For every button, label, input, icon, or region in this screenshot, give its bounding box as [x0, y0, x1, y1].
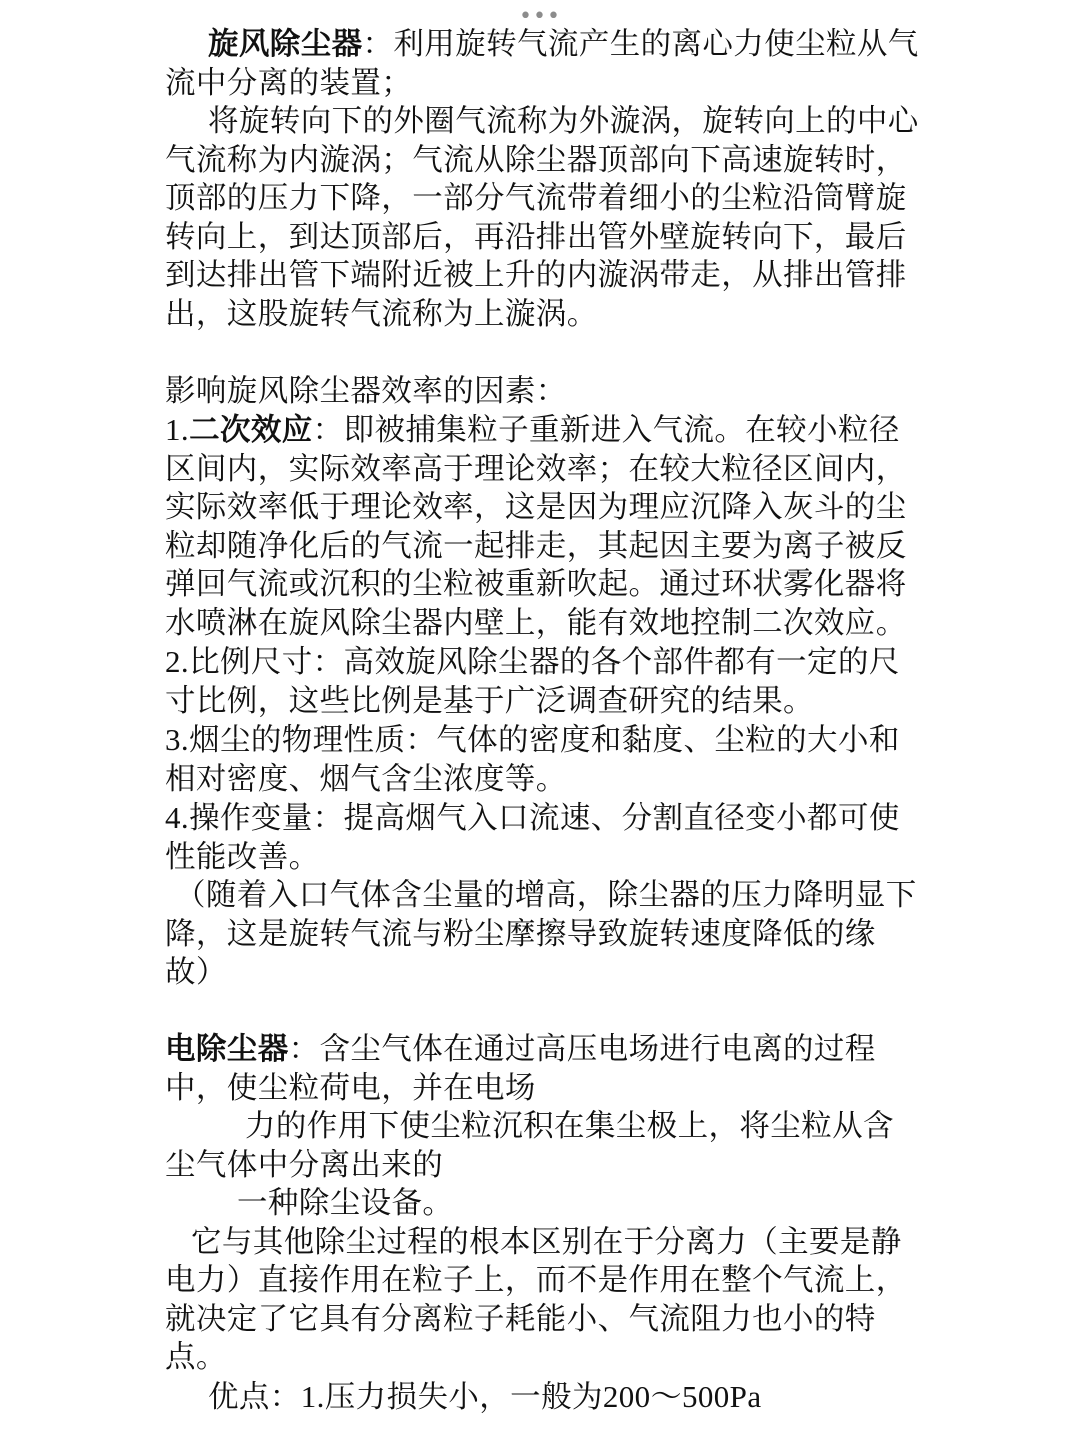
factor-item-4-text: 操作变量：提高烟气入口流速、分割直径变小都可使性能改善。	[165, 801, 900, 875]
cyclone-term: 旋风除尘器	[208, 27, 363, 62]
factor-item-4-number: 4.	[165, 800, 190, 835]
factor-item-1-text: ：即被捕集粒子重新进入气流。在较小粒径区间内，实际效率高于理论效率；在较大粒径区间内，实际效率低于理论效率，这是因为理应沉降入灰斗的尘粒却随净化后的气流一起排走，其起因主要为离子被反弹回气流或沉积的尘粒被重新吹起。通过环状雾化器将水喷淋在旋风除尘器内壁上，能有效地控制二次效应。	[165, 413, 907, 641]
factor-item-1-number: 1.	[165, 412, 190, 447]
esp-advantage-text: 压力损失小，一般为	[324, 1379, 603, 1415]
esp-advantage-number: 1.	[300, 1378, 325, 1414]
more-options-icon[interactable]: •••	[519, 4, 561, 29]
esp-term: 电除尘器	[165, 1032, 289, 1067]
factor-item-2-number: 2.	[165, 644, 190, 679]
factor-item-3-number: 3.	[165, 722, 190, 757]
esp-definition-line-1	[165, 1031, 920, 1108]
factors-note: （随着入口气体含尘量的增高，除尘器的压力降明显下降，这是旋转气流与粉尘摩擦导致旋转速度降低的缘故）	[165, 878, 917, 990]
cyclone-definition-paragraph	[165, 26, 920, 103]
esp-advantage-line	[165, 1378, 920, 1418]
cyclone-definition: ：利用旋转气流产生的离心力使尘粒从气流中分离的装置；	[165, 27, 919, 101]
factors-heading: 影响旋风除尘器效率的因素：	[165, 373, 567, 409]
factor-item-2	[165, 643, 920, 721]
factor-item-4	[165, 799, 920, 877]
cyclone-description: 将旋转向下的外圈气流称为外漩涡，旋转向上的中心气流称为内漩涡；气流从除尘器顶部向下高速旋转时，顶部的压力下降，一部分气流带着细小的尘粒沿筒臂旋转向上，到达顶部后，再沿排出管外壁旋转向下，最后到达排出管下端附近被上升的内漩涡带走，从排出管排出，这股旋转气流称为上漩涡。	[165, 104, 919, 332]
esp-definition-line-2: 力的作用下使尘粒沉积在集尘极上，将尘粒从含尘气体中分离出来的	[165, 1109, 894, 1183]
cyclone-description-paragraph	[165, 103, 920, 334]
spacer	[165, 334, 920, 373]
factor-item-2-text: 比例尺寸：高效旋风除尘器的各个部件都有一定的尺寸比例，这些比例是基于广泛调查研究的结果。	[165, 645, 900, 719]
factor-item-3-text: 烟尘的物理性质：气体的密度和黏度、尘粒的大小和相对密度、烟气含尘浓度等。	[165, 723, 900, 797]
esp-definition-1: ：含尘气体在通过高压电场进行电离的过程中，使尘粒荷电，并在电场	[165, 1032, 876, 1106]
esp-definition-line-3: 一种除尘设备。	[237, 1186, 454, 1221]
spacer	[165, 993, 920, 1032]
esp-difference-paragraph: 它与其他除尘过程的根本区别在于分离力（主要是静电力）直接作用在粒子上，而不是作用在整个气流上，就决定了它具有分离粒子耗能小、气流阻力也小的特点。	[165, 1224, 907, 1375]
factor-item-1-term: 二次效应	[189, 413, 313, 448]
esp-advantage-range: 200～500Pa	[602, 1378, 762, 1414]
document-body	[165, 26, 920, 1417]
esp-advantage-label: 优点：	[208, 1379, 301, 1415]
factor-item-3	[165, 721, 920, 799]
factor-item-1	[165, 411, 920, 643]
